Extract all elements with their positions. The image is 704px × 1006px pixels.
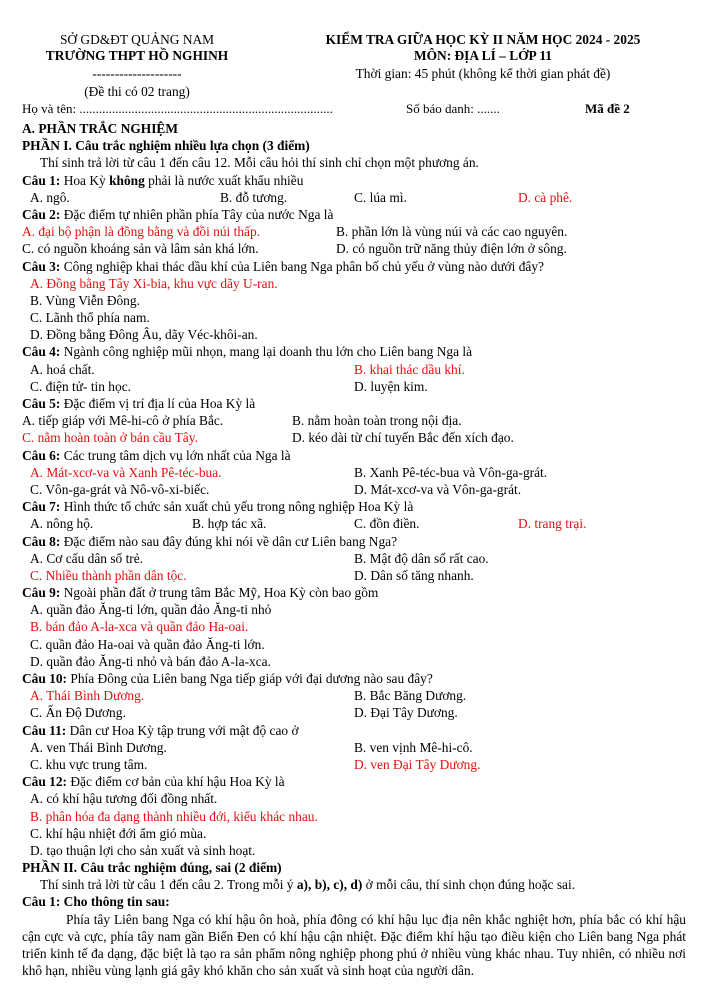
question-7 [22,498,686,515]
option-b: B. Bắc Băng Dương. [354,688,467,704]
question-number: Câu 7: [22,499,61,515]
question-emphasis: không [109,172,145,188]
question-3 [22,258,686,275]
question-text: Đặc điểm cơ bản của khí hậu Hoa Kỳ là [70,774,285,790]
question-8-options-2 [22,567,686,584]
question-text: Các trung tâm dịch vụ lớn nhất của Nga là [63,447,291,463]
question-11-options-1 [22,739,686,756]
option-c: C. quần đảo Ha-oai và quần đảo Ăng-ti lớn. [30,636,265,652]
option-c: C. Lãnh thổ phía nam. [30,310,150,326]
question-number: Câu 1: [22,172,61,188]
student-name-field: Họ và tên: .............................................................................. [22,101,333,116]
question-number: Câu 12: [22,774,68,790]
option-b: B. Xanh Pê-téc-bua và Vôn-ga-grát. [354,464,548,480]
question-10-options-2 [22,704,686,721]
option-a: A. có khí hậu tương đối đồng nhất. [30,791,218,807]
option-d: D. có nguồn trữ năng thủy điện lớn ở sông. [336,241,567,257]
question-6-options-2 [22,481,686,498]
option-a-answer: A. đại bộ phận là đồng bằng và đồi núi thấp. [22,224,261,240]
exam-time: Thời gian: 45 phút (không kể thời gian phát đề) [355,66,611,81]
option-d: D. quần đảo Ăng-ti nhỏ và bán đảo A-la-xca. [30,653,271,669]
option-b-answer: B. phân hóa đa dạng thành nhiều đới, kiểu khác nhau. [30,808,318,824]
question-10 [22,670,686,687]
option-b: B. nằm hoàn toàn trong nội địa. [292,413,462,429]
question-4-options-1 [22,361,686,378]
question-11 [22,722,686,739]
department: SỞ GD&ĐT QUẢNG NAM [59,32,215,47]
option-b: B. Mật độ dân số rất cao. [354,550,489,566]
instruction-emphasis: a), b), c), d) [296,877,363,893]
info-paragraph: Phía tây Liên bang Nga có khí hậu ôn hoà, phía đông có khí hậu lục địa nên khắc nghiệt hơn, phía bắc có khí hậu cận cực và cực, phía tây nam gần Biển Đen có khí hậu cận nhiệt. Đặc điểm khí hậu tạo điều kiện cho Liên bang Nga phát triển kinh tế đa dạng, đặc biệt là tạo ra sản phẩm nông nghiệp phong phú ở nhiều vùng khác nhau. Tuy nhiên, có nhiều nơi khô hạn, nhiều vùng lạnh giá gây khó khăn cho sản xuất và sinh hoạt của người dân. [22,911,686,979]
question-text: Ngoài phần đất ở trung tâm Bắc Mỹ, Hoa Kỳ còn bao gồm [63,585,379,601]
question-text: Hình thức tổ chức sản xuất chủ yếu trong nông nghiệp Hoa Kỳ là [63,499,414,515]
option-a: A. ngô. [30,189,70,205]
question-2-options-1 [22,223,686,240]
option-a-answer: A. Mát-xcơ-va và Xanh Pê-téc-bua. [30,464,222,480]
part2-instruction [22,876,686,893]
option-a: A. quần đảo Ăng-ti lớn, quần đảo Ăng-ti nhỏ [30,602,272,618]
question-number: Câu 6: [22,447,61,463]
question-number: Câu 3: [22,258,61,274]
question-number: Câu 5: [22,396,61,411]
student-id-field: Số báo danh: ....... [406,101,500,116]
option-c: C. điện tử- tin học. [30,378,131,394]
question-number: Câu 10: [22,671,68,686]
part2-title: PHẦN II. Câu trắc nghiệm đúng, sai (2 điểm) [22,860,282,876]
question-text: phải là nước xuất khẩu nhiều [144,172,304,188]
option-d: D. Mát-xcơ-va và Vôn-ga-grát. [354,481,522,497]
option-d-answer: D. ven Đại Tây Dương. [354,756,481,772]
option-d: D. Đồng bằng Đông Âu, dãy Véc-khôi-an. [30,327,258,343]
section-a-title: A. PHẦN TRẮC NGHIỆM [22,121,178,136]
option-d-answer: D. trang trại. [518,516,587,532]
instruction-text: ở mỗi câu, thí sinh chọn đúng hoặc sai. [362,877,576,893]
subject: MÔN: ĐỊA LÍ – LỚP 11 [413,48,552,63]
question-5-options-1 [22,412,686,429]
question-6-options-1 [22,464,686,481]
question-4-options-2 [22,378,686,395]
option-b: B. Vùng Viễn Đông. [30,292,140,308]
question-text: Dân cư Hoa Kỳ tập trung với mật độ cao ở [69,722,299,738]
option-a: A. tiếp giáp với Mê-hi-cô ở phía Bắc. [22,413,224,429]
question-text: Ngành công nghiệp mũi nhọn, mang lại doanh thu lớn cho Liên bang Nga là [63,344,473,360]
question-1-options [22,189,686,206]
question-2-options-2 [22,240,686,257]
question-number: Câu 4: [22,344,61,360]
question-text: Đặc điểm vị trí địa lí của Hoa Kỳ là [63,396,256,411]
question-text: Đặc điểm nào sau đây đúng khi nói về dân cư Liên bang Nga? [63,533,398,549]
option-b: B. hợp tác xã. [192,516,267,532]
option-c: C. Ấn Độ Dương. [30,705,126,721]
question-2 [22,206,686,223]
question-5-options-2 [22,429,686,446]
option-a: A. hoá chất. [30,361,95,377]
option-c: C. đồn điền. [354,516,420,532]
part2-question-1: Câu 1: Cho thông tin sau: [22,894,170,910]
question-4 [22,343,686,360]
question-11-options-2 [22,756,686,773]
option-a: A. ven Thái Bình Dương. [30,739,167,755]
option-a: A. Cơ cấu dân số trẻ. [30,550,144,566]
exam-content [22,120,686,979]
option-b: B. ven vịnh Mê-hi-cô. [354,739,473,755]
question-10-options-1 [22,687,686,704]
question-6 [22,447,686,464]
question-number: Câu 11: [22,722,67,738]
option-b-answer: B. khai thác dầu khí. [354,361,465,377]
option-d: D. tạo thuận lợi cho sản xuất và sinh hoạt. [30,842,256,858]
option-c: C. có nguồn khoáng sản và lâm sản khá lớn. [22,241,259,257]
option-c: C. Vôn-ga-grát và Nô-vô-xi-biếc. [30,481,210,497]
option-c: C. lúa mì. [354,189,407,205]
school-name: TRƯỜNG THPT HỒ NGHINH [45,48,229,63]
part1-title: PHẦN I. Câu trắc nghiệm nhiều lựa chọn (3 điểm) [22,138,310,154]
question-text: Hoa Kỳ [63,172,110,188]
question-text: Công nghiệp khai thác dầu khí của Liên bang Nga phân bố chủ yếu ở vùng nào dưới đây? [63,258,544,274]
option-d: D. luyện kim. [354,378,428,394]
question-number: Câu 2: [22,206,61,222]
question-7-options [22,515,686,532]
option-d: D. kéo dài từ chí tuyến Bắc đến xích đạo. [292,430,514,446]
option-d: D. Đại Tây Dương. [354,705,458,721]
option-b: B. đỗ tương. [220,189,288,205]
question-9 [22,584,686,601]
question-12 [22,773,686,790]
option-d: D. Dân số tăng nhanh. [354,567,474,583]
part1-instruction: Thí sinh trả lời từ câu 1 đến câu 12. Mỗi câu hỏi thí sinh chỉ chọn một phương án. [40,155,479,171]
option-d-answer: D. cà phê. [518,189,573,205]
question-8 [22,533,686,550]
option-a-answer: A. Thái Bình Dương. [30,688,145,704]
instruction-text: Thí sinh trả lời từ câu 1 đến câu 2. Trong mỗi ý [40,877,297,893]
option-c: C. khí hậu nhiệt đới ẩm gió mùa. [30,825,207,841]
option-a-answer: A. Đồng bằng Tây Xi-bia, khu vực dãy U-ran. [30,275,278,291]
question-5 [22,395,686,412]
option-a: A. nông hộ. [30,516,94,532]
page-count: (Đề thi có 02 trang) [84,84,190,99]
option-c-answer: C. Nhiều thành phần dân tộc. [30,567,187,583]
question-text: Phía Đông của Liên bang Nga tiếp giáp với đại dương nào sau đây? [70,671,433,686]
option-b-answer: B. bán đảo A-la-xca và quần đảo Ha-oai. [30,619,249,635]
student-info [22,100,686,117]
option-c: C. khu vực trung tâm. [30,756,148,772]
question-1 [22,172,686,189]
exam-code: Mã đề 2 [585,101,630,116]
question-number: Câu 9: [22,585,61,601]
header-dashes: -------------------- [92,66,182,81]
option-c-answer: C. nằm hoàn toàn ở bán cầu Tây. [22,430,198,446]
question-number: Câu 8: [22,533,61,549]
option-b: B. phần lớn là vùng núi và các cao nguyên. [336,224,568,240]
question-text: Đặc điểm tự nhiên phần phía Tây của nước Nga là [63,206,334,222]
question-8-options-1 [22,550,686,567]
exam-title: KIỂM TRA GIỮA HỌC KỲ II NĂM HỌC 2024 - 2025 [325,32,641,47]
